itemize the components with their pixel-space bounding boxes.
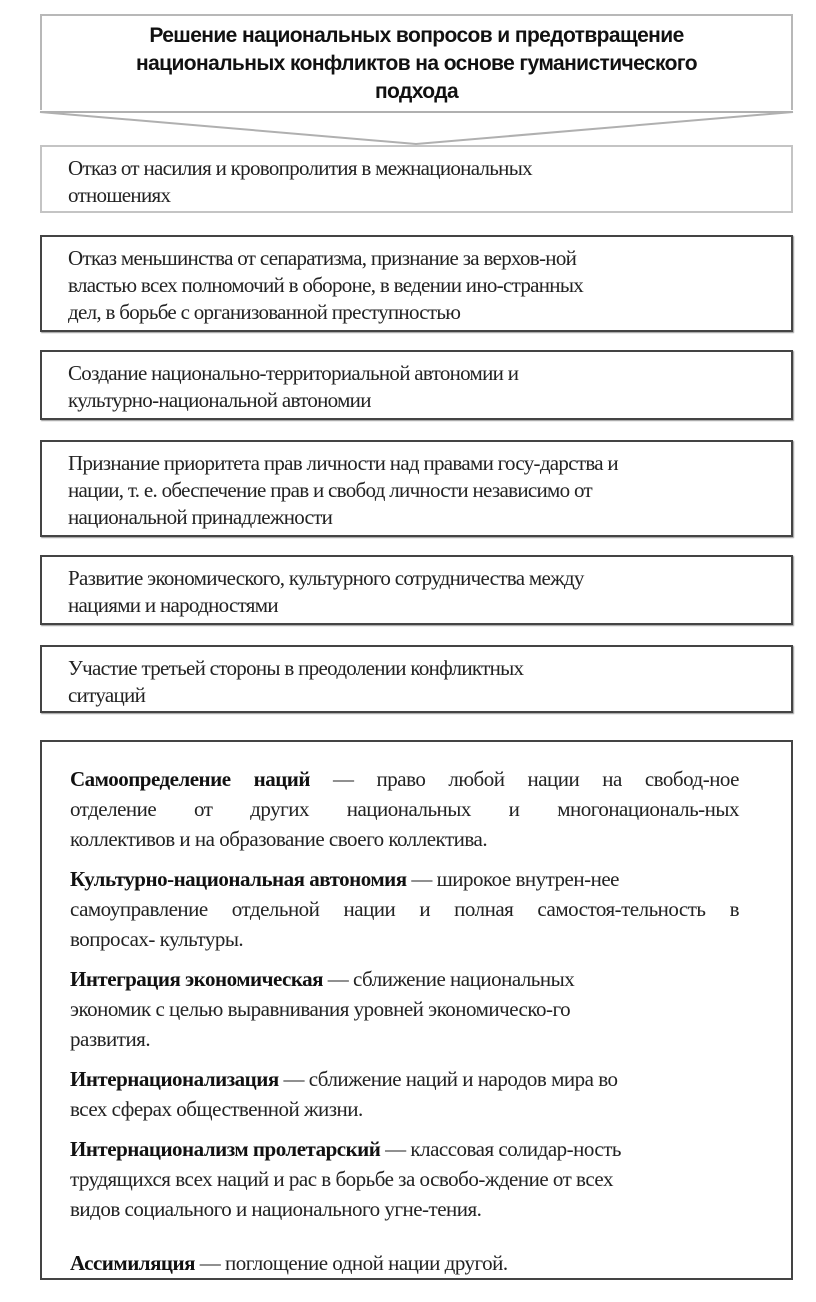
definition-term: Ассимиляция (70, 1251, 195, 1275)
definition-line (70, 894, 739, 924)
definition-text: самоуправление отдельной нации и полная самостоя-тельность в (70, 897, 739, 921)
definition (70, 864, 739, 954)
definition-text: экономик с целью выравнивания уровней экономическо-го (70, 997, 571, 1021)
measure-line: отношениях (68, 183, 171, 207)
definition-text: всех сферах общественной жизни. (70, 1097, 363, 1121)
measure-line: властью всех полномочий в обороне, в ведении ино-странных (68, 273, 584, 297)
definition-text: — классовая солидар-ность (385, 1137, 622, 1161)
definition-line (70, 864, 739, 894)
definition (70, 764, 739, 854)
heading-line: подхода (374, 80, 459, 103)
definition-text: развития. (70, 1027, 151, 1051)
definition-text: — сближение национальных (327, 967, 575, 991)
definition-term: Самоопределение наций (70, 767, 310, 791)
definition-text: отделение от других национальных и многонациональ-ных (70, 797, 739, 821)
definition-text: видов социального и национального угне-тения. (70, 1197, 482, 1221)
definition-text: коллективов и на образование своего коллектива. (70, 827, 488, 851)
measure-line: Отказ меньшинства от сепаратизма, признание за верхов-ной (68, 246, 577, 270)
definition-text: — поглощение одной нации другой. (199, 1251, 508, 1275)
definition-line (70, 1248, 739, 1278)
measure-line: Развитие экономического, культурного сотрудничества между (68, 566, 584, 590)
definition (70, 1064, 739, 1124)
definition (70, 964, 739, 1054)
measure-line: Участие третьей стороны в преодолении конфликтных (68, 656, 524, 680)
measure-line: национальной принадлежности (68, 505, 333, 529)
measure-box (40, 350, 793, 420)
measure-line: ситуаций (68, 683, 146, 707)
definition (70, 1248, 739, 1278)
definition-text: вопросах- культуры. (70, 927, 244, 951)
measure-box (40, 645, 793, 713)
measure-line: нациями и народностями (68, 593, 278, 617)
definition-term: Культурно-национальная автономия (70, 867, 407, 891)
definition-term: Интернационализация (70, 1067, 279, 1091)
definition-text: — широкое внутрен-нее (411, 867, 619, 891)
definition-line (70, 1024, 739, 1054)
definition-line (70, 1134, 739, 1164)
definition-line (70, 824, 739, 854)
measure-line: Создание национально-территориальной автономии и (68, 361, 519, 385)
definition-text: трудящихся всех наций и рас в борьбе за освобо-ждение от всех (70, 1167, 613, 1191)
definition-line (70, 794, 739, 824)
measure-box (40, 555, 793, 625)
definitions-box (40, 740, 793, 1280)
definition-line (70, 764, 739, 794)
measure-line: Отказ от насилия и кровопролития в межнациональных (68, 156, 532, 180)
measure-line: культурно-национальной автономии (68, 388, 371, 412)
definition-text: — сближение наций и народов мира во (283, 1067, 618, 1091)
definition-line (70, 964, 739, 994)
heading-line: национальных конфликтов на основе гуманистического (136, 52, 697, 75)
definition-line (70, 1164, 739, 1194)
definition-line (70, 1094, 739, 1124)
measure-box (40, 235, 793, 332)
measure-line: нации, т. е. обеспечение прав и свобод личности независимо от (68, 478, 592, 502)
measure-box (40, 145, 793, 213)
definition-term: Интеграция экономическая (70, 967, 323, 991)
definition (70, 1134, 739, 1224)
chevron-arrow (38, 110, 795, 150)
definition-line (70, 994, 739, 1024)
definition-line (70, 1194, 739, 1224)
measure-line: дел, в борьбе с организованной преступностью (68, 300, 461, 324)
measure-line: Признание приоритета прав личности над правами госу-дарства и (68, 451, 618, 475)
heading-line: Решение национальных вопросов и предотвращение (149, 24, 684, 47)
definition-line (70, 1064, 739, 1094)
definition-term: Интернационализм пролетарский (70, 1137, 381, 1161)
definition-text: — право любой нации на свобод-ное (333, 767, 740, 791)
measure-box (40, 440, 793, 537)
definition-line (70, 924, 739, 954)
main-heading-box (40, 14, 793, 110)
